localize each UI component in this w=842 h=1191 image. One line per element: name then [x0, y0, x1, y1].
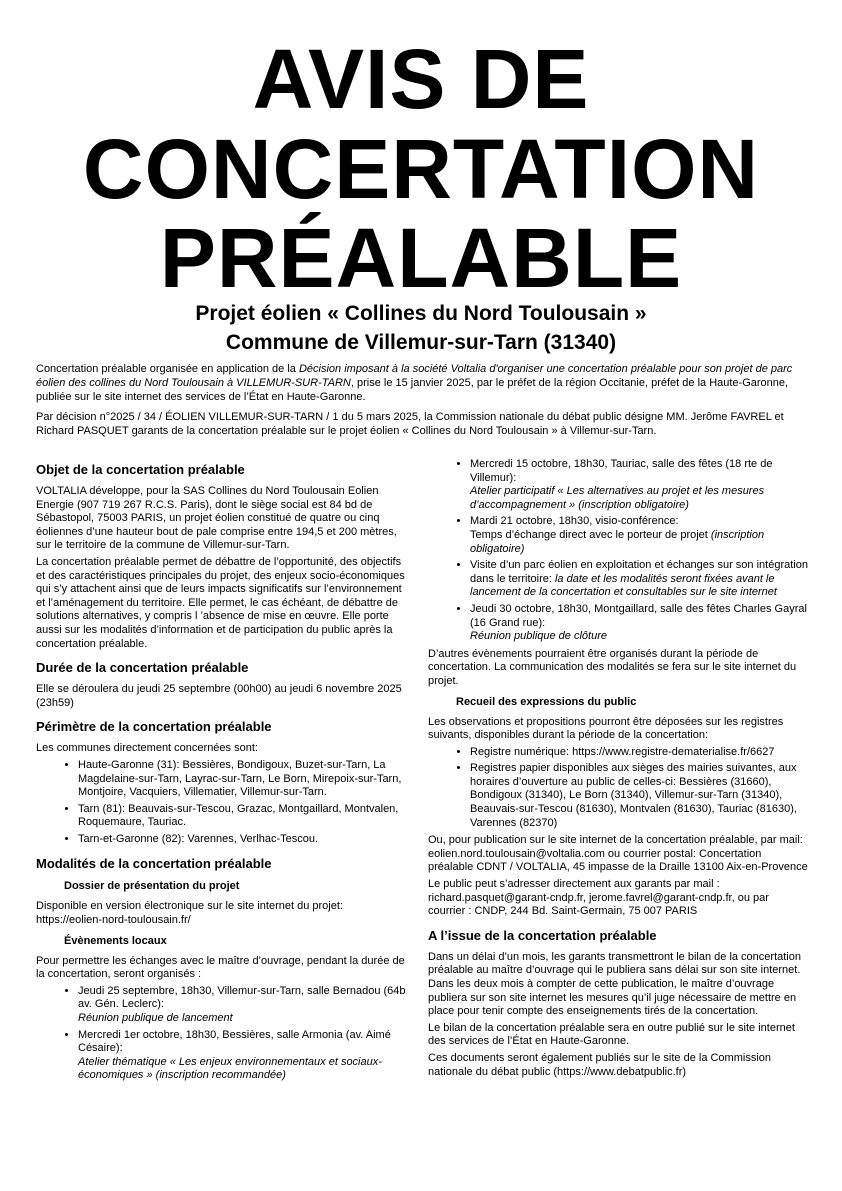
event-detail: Réunion publique de clôture	[470, 630, 607, 643]
intro-section	[36, 362, 808, 443]
list-item	[470, 603, 808, 644]
objet-paragraph-2: La concertation préalable permet de débattre de l’opportunité, des objectifs et des caractéristiques principales du projet, des enjeux socio-économiques qui s’y attachent ainsi que de leurs impacts significatifs sur l’environnement et l’aménagement du territoire. Elle permet, le cas échéant, de débattre de solutions alternatives, y compris l ’absence de mise en œuvre. Elle porte aussi sur les modalités d’information et de participation du public après la concertation préalable.	[36, 555, 405, 650]
main-title-line-2: CONCERTATION	[82, 122, 760, 216]
left-column	[36, 462, 412, 1087]
event-detail: Réunion publique de lancement	[78, 1012, 233, 1025]
intro-text-c: , prise le 15 janvier 2025, par le préfet de la région Occitanie, préfet de la Haute-Garonne, publiée sur le site internet des services de l’État en Haute-Garonne.	[36, 377, 789, 404]
list-item	[78, 1029, 412, 1083]
duree-heading: Durée de la concertation préalable	[36, 660, 249, 676]
event-main: Jeudi 25 septembre, 18h30, Villemur-sur-Tarn, salle Bernadou (64b av. Gén. Leclerc):	[78, 984, 406, 1011]
right-column	[428, 458, 808, 1082]
event-main: Jeudi 30 octobre, 18h30, Montgaillard, salle des fêtes Charles Gayral (16 Grand rue):	[470, 602, 807, 629]
duree-text: Elle se déroulera du jeudi 25 septembre (00h00) au jeudi 6 novembre 2025 (23h59)	[36, 683, 402, 709]
event-main: Mardi 21 octobre, 18h30, visio-conférence:	[470, 515, 679, 528]
evenements-intro: Pour permettre les échanges avec le maître d’ouvrage, pendant la durée de la concertation, seront organisés :	[36, 954, 405, 981]
main-title-line-3: PRÉALABLE	[159, 211, 683, 305]
list-item	[78, 985, 412, 1026]
intro-paragraph-1	[36, 362, 808, 405]
recueil-intro: Les observations et propositions pourront être déposées sur les registres suivants, disponibles durant la période de la concertation:	[428, 715, 784, 742]
issue-paragraph-2: Le bilan de la concertation préalable sera en outre publié sur le site internet des services de l’État en Haute-Garonne.	[428, 1021, 795, 1048]
list-item	[470, 515, 808, 556]
list-item: • Registres papier disponibles aux sièges des mairies suivantes, aux horaires d’ouverture au public de celles-ci: Bessières (31660), Bondigoux (31340), Le Born (31340), Villemur-sur-Tarn (31340), Beauvais-sur-Tescou (81630), Montvalen (81630), Tauriac (81630), Varennes (82370)	[470, 762, 808, 830]
main-title-line-1: AVIS DE	[252, 32, 590, 126]
objet-paragraph-1: VOLTALIA développe, pour la SAS Collines du Nord Toulousain Eolien Energie (907 719 267 R.C.S. Paris), dont le siège social est 84 bd de Sébastopol, 75003 PARIS, un projet éolien constitué de quatre ou cinq éoliennes d’une hauteur bout de pale comprise entre 194,5 et 200 mètres, sur le territoire de la commune de Villemur-sur-Tarn.	[36, 485, 397, 552]
dossier-heading: Dossier de présentation du projet	[64, 880, 240, 893]
event-detail-plain: Temps d’échange direct avec le porteur de projet	[470, 528, 711, 541]
autres-evenements: D’autres évènements pourraient être organisés durant la période de concertation. La communication des modalités se fera sur le site internet du projet.	[428, 647, 797, 687]
list-item: • Registre numérique: https://www.registre-dematerialise.fr/6627	[470, 746, 808, 760]
issue-paragraph-3: Ces documents seront également publiés sur le site de la Commission nationale du débat public (https://www.debatpublic.fr)	[428, 1051, 771, 1078]
intro-decision-title: Décision imposant à la société Voltalia d'organiser une concertation préalable pour son projet de parc éolien des collines du Nord Toulousain à VILLEMUR-SUR-TARN	[36, 363, 793, 390]
modalites-heading: Modalités de la concertation préalable	[36, 856, 272, 872]
project-subtitle: Projet éolien « Collines du Nord Toulousain »	[195, 302, 647, 325]
recueil-heading: Recueil des expressions du public	[456, 695, 637, 708]
objet-heading: Objet de la concertation préalable	[36, 462, 245, 477]
commune-subtitle: Commune de Villemur-sur-Tarn (31340)	[225, 331, 617, 354]
issue-paragraph-1: Dans un délai d’un mois, les garants transmettront le bilan de la concertation préalable au maître d’ouvrage qui le publiera sans délai sur son site internet. Dans les deux mois à compter de cette publication, le maître d’ouvrage publiera sur son site internet les mesures qu’il juge nécessaire de mettre en place pour tenir compte des enseignements tirés de la concertation.	[428, 950, 801, 1018]
events-list-right	[428, 458, 808, 644]
event-main: Mercredi 1er octobre, 18h30, Bessières, salle Armonia (av. Aimé Césaire):	[78, 1028, 391, 1055]
dossier-text: Disponible en version électronique sur le site internet du projet: https://eolien-nord-toulousain.fr/	[36, 900, 343, 927]
event-main: Visite d’un parc éolien en exploitation et échanges sur son intégration dans le territoire:	[470, 559, 808, 585]
perimetre-list	[36, 759, 412, 847]
events-list-left	[36, 985, 412, 1083]
evenements-heading: Évènements locaux	[64, 934, 167, 947]
list-item	[470, 559, 808, 600]
recueil-list	[428, 746, 808, 831]
recueil-garants: Le public peut s’adresser directement aux garants par mail : richard.pasquet@garant-cndp.fr, jerome.favrel@garant-cndp.fr, ou par courrier : CNDP, 244 Bd. Saint-Germain, 75 007 PARIS	[428, 878, 769, 918]
event-detail: (inscription obligatoire)	[470, 528, 765, 555]
list-item	[470, 458, 808, 512]
intro-paragraph-2: Par décision n°2025 / 34 / ÉOLIEN VILLEMUR-SUR-TARN / 1 du 5 mars 2025, la Commission nationale du débat public désigne MM. Jerôme FAVREL et Richard PASQUET garants de la concertation préalable sur le projet éolien « Collines du Nord Toulousain » à Villemur-sur-Tarn.	[36, 410, 784, 437]
intro-text-a: Concertation préalable organisée en application de la	[36, 363, 299, 375]
perimetre-intro: Les communes directement concernées sont:	[36, 742, 258, 755]
perimetre-heading: Périmètre de la concertation préalable	[36, 719, 272, 735]
event-detail: Atelier thématique « Les enjeux environnementaux et sociaux-économiques » (inscription recommandée)	[78, 1055, 382, 1082]
recueil-mail: Ou, pour publication sur le site internet de la concertation préalable, par mail: eolien.nord.toulousain@voltalia.com ou courrier postal: Concertation préalable CDNT / VOLTALIA, 45 impasse de la Draille 13100 Aix-en-Provence	[428, 834, 808, 874]
event-detail: Atelier participatif « Les alternatives au projet et les mesures d’accompagnement » (inscription obligatoire)	[470, 485, 765, 511]
list-item: • Tarn (81): Beauvais-sur-Tescou, Grazac, Montgaillard, Montvalen, Roquemaure, Tauriac.	[78, 803, 412, 830]
list-item: • Tarn-et-Garonne (82): Varennes, Verlhac-Tescou.	[78, 833, 412, 847]
event-main: Mercredi 15 octobre, 18h30, Tauriac, salle des fêtes (18 rte de Villemur):	[470, 458, 773, 484]
issue-heading: A l’issue de la concertation préalable	[428, 927, 657, 943]
event-detail: la date et les modalités seront fixées avant le lancement de la concertation et consultables sur le site internet	[470, 572, 777, 599]
list-item: • Haute-Garonne (31): Bessières, Bondigoux, Buzet-sur-Tarn, La Magdelaine-sur-Tarn, Layrac-sur-Tarn, Le Born, Mirepoix-sur-Tarn, Montjoire, Vacquiers, Villematier, Villemur-sur-Tarn.	[78, 759, 412, 800]
